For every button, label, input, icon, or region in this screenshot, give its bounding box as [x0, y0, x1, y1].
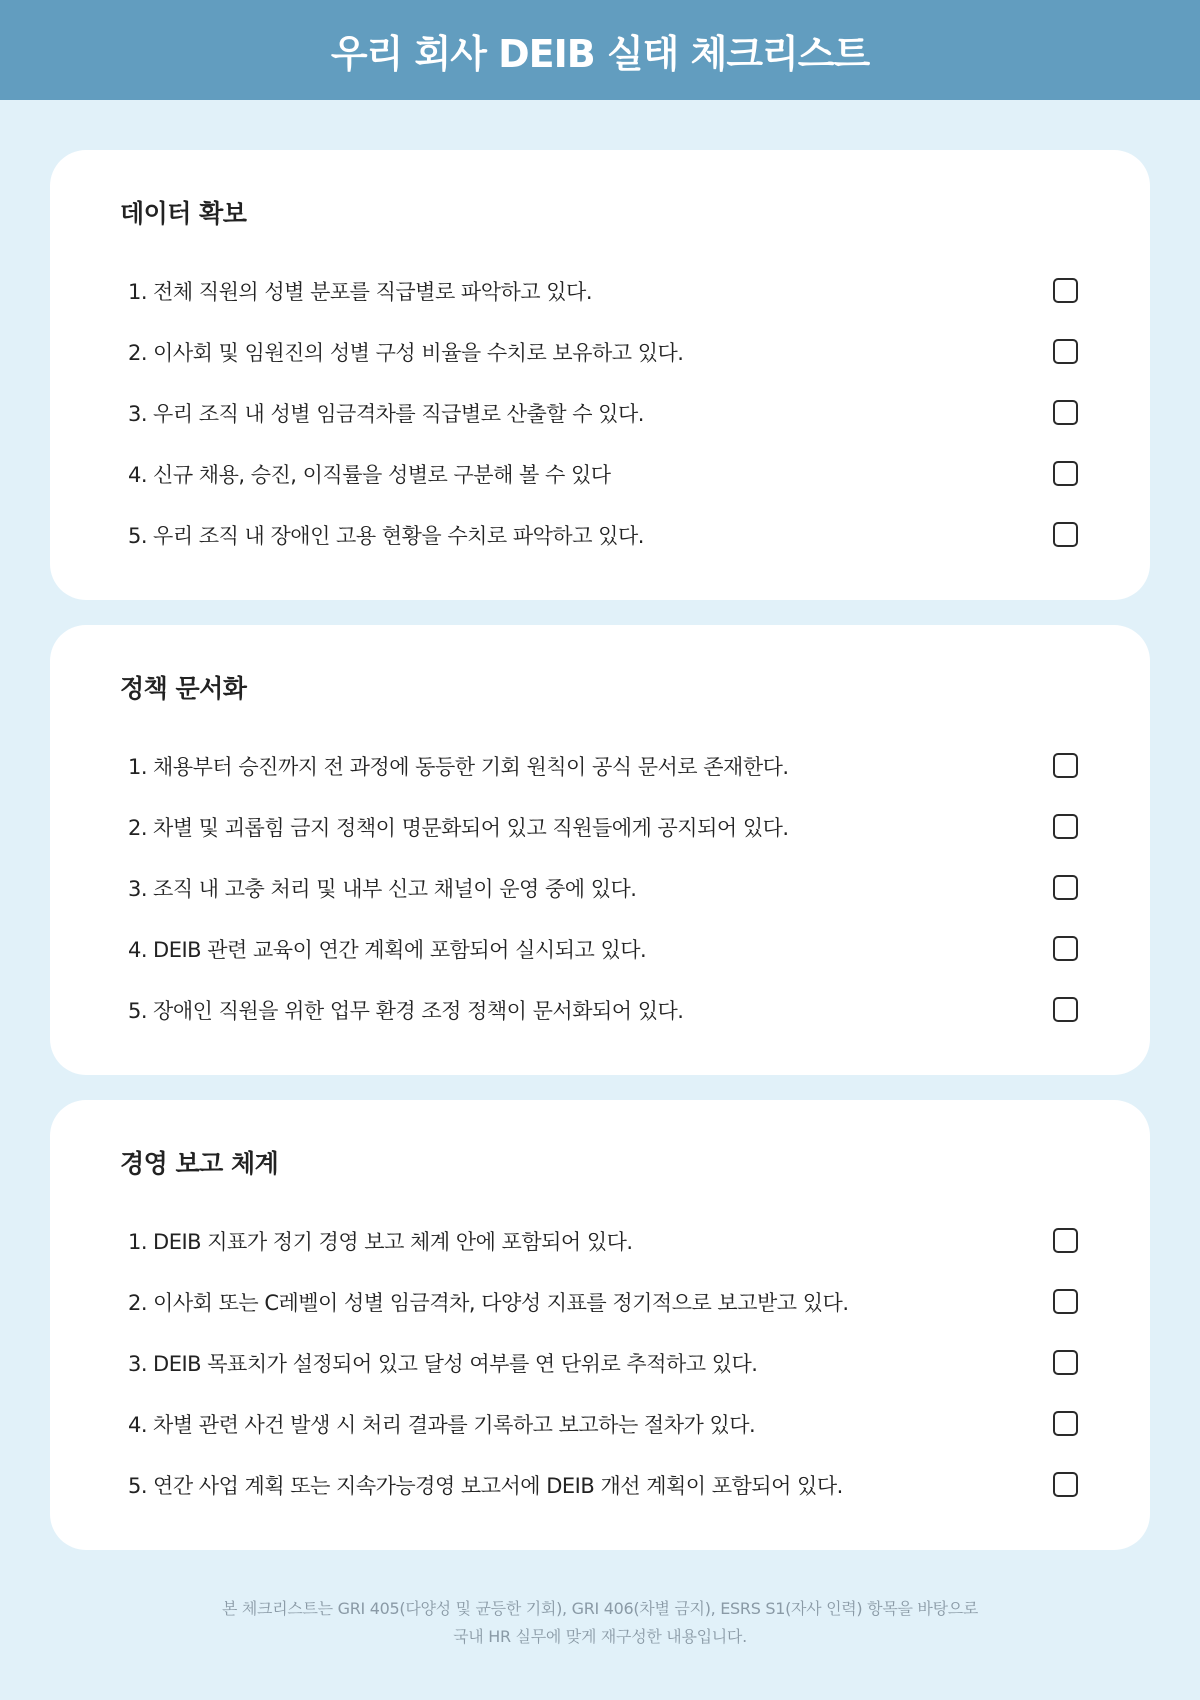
checklist-item — [122, 1271, 1078, 1332]
checklist-item — [122, 1210, 1078, 1271]
checkbox[interactable] — [1053, 461, 1078, 486]
item-text: DEIB 지표가 정기 경영 보고 체계 안에 포함되어 있다. — [153, 1229, 633, 1254]
checklist-item — [122, 796, 1078, 857]
checklist-item — [122, 321, 1078, 382]
item-label — [122, 934, 646, 964]
item-number: 3. — [128, 1351, 148, 1376]
item-label — [122, 873, 636, 903]
checklist-content — [0, 100, 1200, 1651]
item-label — [122, 276, 592, 306]
section-data-collection — [50, 150, 1150, 600]
item-text: DEIB 관련 교육이 연간 계획에 포함되어 실시되고 있다. — [153, 937, 647, 962]
item-number: 5. — [128, 523, 148, 548]
item-number: 3. — [128, 876, 148, 901]
item-text: 장애인 직원을 위한 업무 환경 조정 정책이 문서화되어 있다. — [153, 998, 684, 1023]
checkbox[interactable] — [1053, 814, 1078, 839]
item-label — [122, 1287, 849, 1317]
checklist-item — [122, 979, 1078, 1040]
checkbox[interactable] — [1053, 753, 1078, 778]
item-number: 1. — [128, 1229, 148, 1254]
checkbox[interactable] — [1053, 997, 1078, 1022]
item-number: 2. — [128, 815, 148, 840]
item-text: 전체 직원의 성별 분포를 직급별로 파악하고 있다. — [153, 279, 592, 304]
item-label — [122, 1409, 755, 1439]
checklist-item — [122, 1393, 1078, 1454]
page-title: 우리 회사 DEIB 실태 체크리스트 — [330, 31, 870, 76]
checkbox[interactable] — [1053, 1350, 1078, 1375]
item-label — [122, 459, 611, 489]
checklist-items — [122, 260, 1078, 565]
checkbox[interactable] — [1053, 400, 1078, 425]
item-label — [122, 1226, 633, 1256]
item-label — [122, 398, 644, 428]
item-text: 연간 사업 계획 또는 지속가능경영 보고서에 DEIB 개선 계획이 포함되어 있다. — [153, 1473, 843, 1498]
checkbox[interactable] — [1053, 936, 1078, 961]
checkbox[interactable] — [1053, 339, 1078, 364]
checklist-item — [122, 1454, 1078, 1515]
item-number: 1. — [128, 754, 148, 779]
item-number: 4. — [128, 462, 148, 487]
checkbox[interactable] — [1053, 1228, 1078, 1253]
checklist-item — [122, 443, 1078, 504]
checkbox[interactable] — [1053, 278, 1078, 303]
checklist-items — [122, 735, 1078, 1040]
item-number: 2. — [128, 1290, 148, 1315]
checklist-item — [122, 382, 1078, 443]
item-label — [122, 812, 789, 842]
section-management-reporting — [50, 1100, 1150, 1550]
section-heading: 데이터 확보 — [120, 199, 247, 228]
checklist-item — [122, 918, 1078, 979]
checklist-item — [122, 504, 1078, 565]
checkbox[interactable] — [1053, 1411, 1078, 1436]
item-text: DEIB 목표치가 설정되어 있고 달성 여부를 연 단위로 추적하고 있다. — [153, 1351, 758, 1376]
section-policy-documentation — [50, 625, 1150, 1075]
checkbox[interactable] — [1053, 875, 1078, 900]
checklist-item — [122, 1332, 1078, 1393]
item-label — [122, 1470, 843, 1500]
item-number: 1. — [128, 279, 148, 304]
item-number: 4. — [128, 937, 148, 962]
item-text: 채용부터 승진까지 전 과정에 동등한 기회 원칙이 공식 문서로 존재한다. — [153, 754, 789, 779]
section-heading: 정책 문서화 — [120, 674, 247, 703]
item-number: 4. — [128, 1412, 148, 1437]
item-text: 이사회 및 임원진의 성별 구성 비율을 수치로 보유하고 있다. — [153, 340, 684, 365]
item-text: 차별 및 괴롭힘 금지 정책이 명문화되어 있고 직원들에게 공지되어 있다. — [153, 815, 789, 840]
item-label — [122, 520, 644, 550]
item-text: 차별 관련 사건 발생 시 처리 결과를 기록하고 보고하는 절차가 있다. — [153, 1412, 756, 1437]
footer-line: 국내 HR 실무에 맞게 재구성한 내용입니다. — [453, 1627, 747, 1646]
checkbox[interactable] — [1053, 1472, 1078, 1497]
footer-line: 본 체크리스트는 GRI 405(다양성 및 균등한 기회), GRI 406(차별 금지), ESRS S1(자사 인력) 항목을 바탕으로 — [221, 1599, 979, 1618]
checklist-item — [122, 857, 1078, 918]
checklist-item — [122, 735, 1078, 796]
section-heading: 경영 보고 체계 — [120, 1149, 279, 1178]
item-label — [122, 337, 684, 367]
checklist-item — [122, 260, 1078, 321]
item-text: 신규 채용, 승진, 이직률을 성별로 구분해 볼 수 있다 — [153, 462, 611, 487]
page-header — [0, 0, 1200, 100]
checkbox[interactable] — [1053, 522, 1078, 547]
footer-note — [50, 1575, 1150, 1651]
item-number: 5. — [128, 998, 148, 1023]
item-text: 이사회 또는 C레벨이 성별 임금격차, 다양성 지표를 정기적으로 보고받고 있다. — [153, 1290, 849, 1315]
item-number: 2. — [128, 340, 148, 365]
checkbox[interactable] — [1053, 1289, 1078, 1314]
item-label — [122, 1348, 758, 1378]
item-number: 3. — [128, 401, 148, 426]
item-label — [122, 995, 684, 1025]
item-text: 우리 조직 내 성별 임금격차를 직급별로 산출할 수 있다. — [153, 401, 644, 426]
item-label — [122, 751, 789, 781]
item-text: 우리 조직 내 장애인 고용 현황을 수치로 파악하고 있다. — [153, 523, 644, 548]
checklist-items — [122, 1210, 1078, 1515]
item-number: 5. — [128, 1473, 148, 1498]
item-text: 조직 내 고충 처리 및 내부 신고 채널이 운영 중에 있다. — [153, 876, 637, 901]
